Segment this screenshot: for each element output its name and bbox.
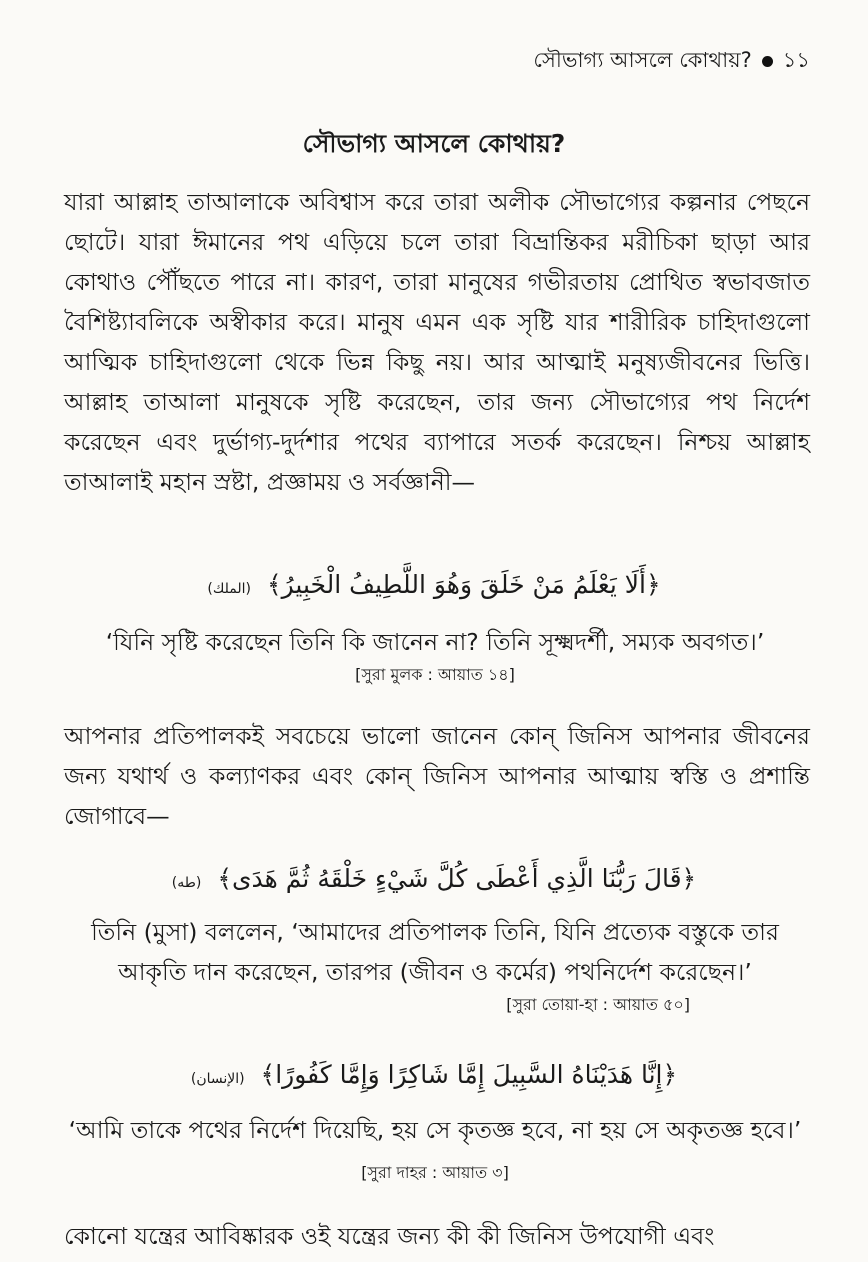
- running-header: [533, 44, 810, 79]
- page-number: ১১: [782, 48, 810, 72]
- paragraph-3: কোনো যন্ত্রের আবিষ্কারক ওই যন্ত্রের জন্য কী কী জিনিস উপযোগী এবং: [64, 1222, 715, 1250]
- verse-2-surah: (طه): [171, 875, 202, 891]
- verse-2-reference: [সুরা তোয়া-হা : আয়াত ৫০]: [506, 995, 690, 1014]
- verse-2-translation-block: [60, 912, 810, 1018]
- verse-1-surah: (الملك): [207, 581, 251, 597]
- quran-verse-2: [0, 864, 868, 893]
- verse-2-translation: তিনি (মুসা) বললেন, ‘আমাদের প্রতিপালক তিনি, যিনি প্রত্যেক বস্তুকে তার আকৃতি দান করেছেন, তারপর (জীবন ও কর্মের) পথনির্দেশ করেছেন।’: [91, 918, 779, 986]
- verse-3-translation: ‘আমি তাকে পথের নির্দেশ দিয়েছি, হয় সে কৃতজ্ঞ হবে, না হয় সে অকৃতজ্ঞ হবে।’: [68, 1116, 802, 1144]
- verse-1-reference: [সুরা মুলক : আয়াত ১৪]: [355, 665, 515, 684]
- verse-3-reference: [সুরা দাহর : আয়াত ৩]: [361, 1163, 509, 1182]
- verse-3-arabic: ﴿إِنَّا هَدَيْنَاهُ السَّبِيلَ إِمَّا شَاكِرًا وَإِمَّا كَفُورًا﴾: [260, 1060, 678, 1089]
- verse-1-translation: ‘যিনি সৃষ্টি করেছেন তিনি কি জানেন না? তিনি সূক্ষ্মদর্শী, সম্যক অবগত।’: [105, 628, 765, 656]
- quran-verse-3: [0, 1060, 868, 1089]
- verse-2-arabic: ﴿قَالَ رَبُّنَا الَّذِي أَعْطَى كُلَّ شَيْءٍ خَلْقَهُ ثُمَّ هَدَى﴾: [217, 864, 697, 893]
- verse-1-arabic: ﴿أَلَا يَعْلَمُ مَنْ خَلَقَ وَهُوَ اللَّطِيفُ الْخَبِيرُ﴾: [266, 570, 661, 599]
- verse-1-translation-block: [60, 622, 810, 688]
- verse-3-translation-block: [60, 1110, 810, 1190]
- paragraph-intro: যারা আল্লাহ তাআলাকে অবিশ্বাস করে তারা অলীক সৌভাগ্যের কল্পনার পেছনে ছোটে। যারা ঈমানের পথ এড়িয়ে চলে তারা বিভ্রান্তিকর মরীচিকা ছাড়া আর কোথাও পৌঁছতে পারে না। কারণ, তারা মানুষের গভীরতায় প্রোথিত স্বভাবজাত বৈশিষ্ট্যাবলিকে অস্বীকার করে। মানুষ এমন এক সৃষ্টি যার শারীরিক চাহিদাগুলো আত্মিক চাহিদাগুলো থেকে ভিন্ন কিছু নয়। আর আত্মাই মনুষ্যজীবনের ভিত্তি। আল্লাহ তাআলা মানুষকে সৃষ্টি করেছেন, তার জন্য সৌভাগ্যের পথ নির্দেশ করেছেন এবং দুর্ভাগ্য-দুর্দশার পথের ব্যাপারে সতর্ক করেছেন। নিশ্চয় আল্লাহ তাআলাই মহান স্রষ্টা, প্রজ্ঞাময় ও সর্বজ্ঞানী—: [64, 188, 810, 496]
- running-title: সৌভাগ্য আসলে কোথায়?: [533, 48, 752, 72]
- quran-verse-1: [0, 570, 868, 599]
- bullet-icon: [762, 56, 773, 67]
- verse-3-surah: (الإنسان): [190, 1071, 245, 1087]
- chapter-title: সৌভাগ্য আসলে কোথায়?: [302, 129, 566, 158]
- paragraph-2: আপনার প্রতিপালকই সবচেয়ে ভালো জানেন কোন্ জিনিস আপনার জীবনের জন্য যথার্থ ও কল্যাণকর এবং কোন্ জিনিস আপনার আত্মায় স্বস্তি ও প্রশান্তি জোগাবে—: [64, 722, 810, 830]
